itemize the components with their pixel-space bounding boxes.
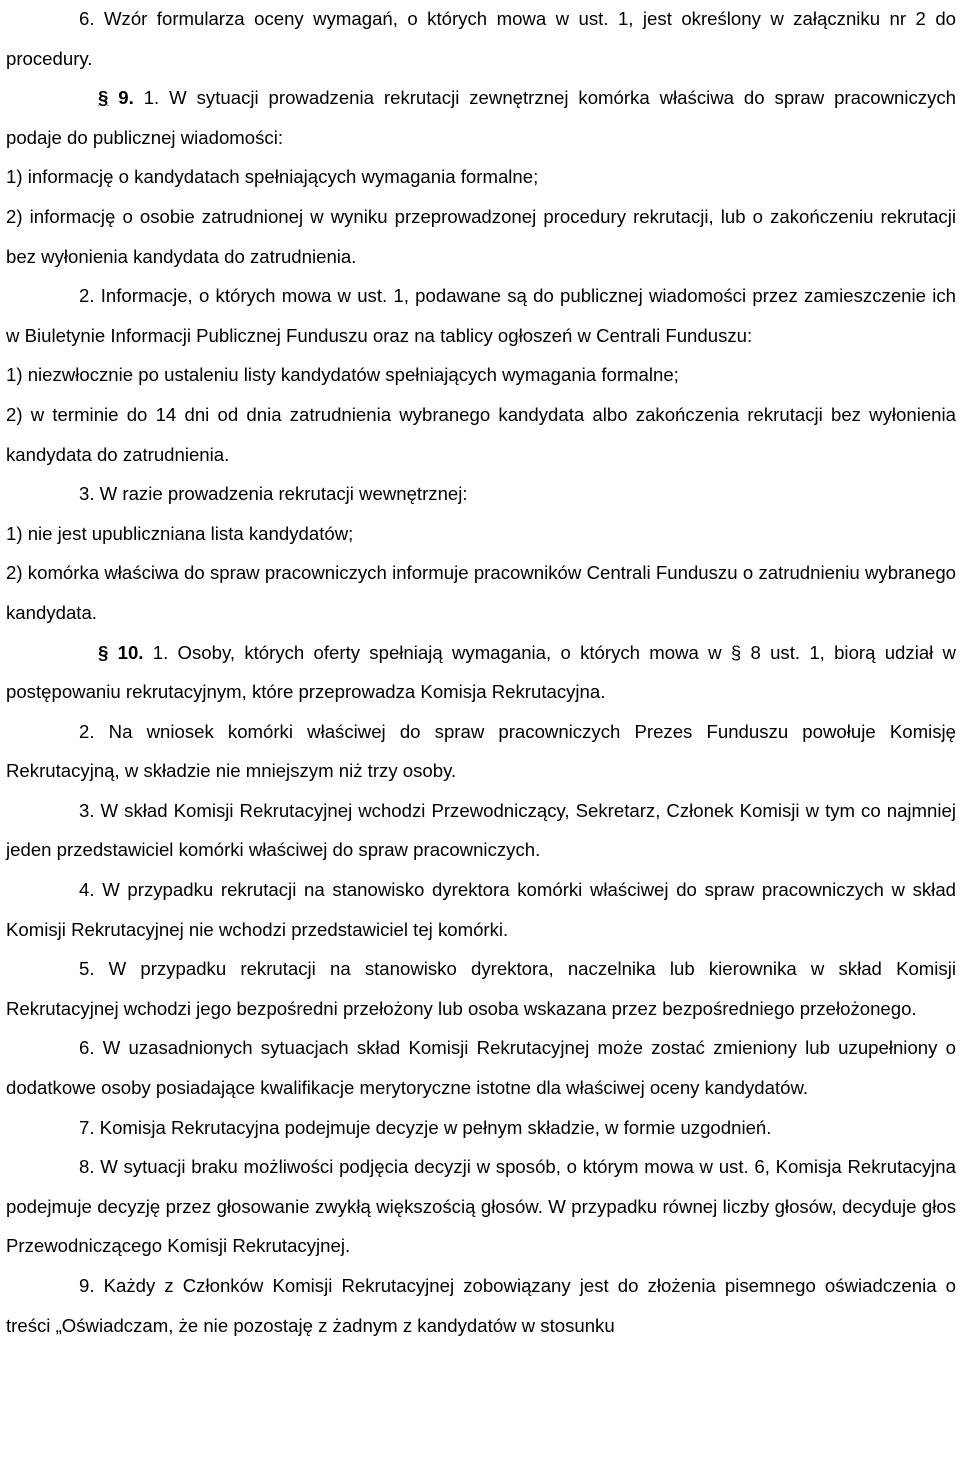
section-9-point-2-1: 1) niezwłocznie po ustaleniu listy kandydatów spełniających wymagania formalne; <box>6 364 679 386</box>
section-10-paragraph-4: 4. W przypadku rekrutacji na stanowisko dyrektora komórki właściwej do spraw pracowniczych w skład Komisji Rekrutacyjnej nie wchodzi przedstawiciel tej komórki. <box>6 879 956 940</box>
section-number: 9. <box>118 87 134 109</box>
section-10-paragraph-1 <box>6 633 956 712</box>
section-9-point-1-2: 2) informację o osobie zatrudnionej w wyniku przeprowadzonej procedury rekrutacji, lub o zakończeniu rekrutacji bez wyłonienia kandydata do zatrudnienia. <box>6 205 956 267</box>
section-9-point-2-2: 2) w terminie do 14 dni od dnia zatrudnienia wybranego kandydata albo zakończenia rekrutacji bez wyłonienia kandydata do zatrudnienia. <box>6 403 956 465</box>
section-10-paragraph-9: 9. Każdy z Członków Komisji Rekrutacyjnej zobowiązany jest do złożenia pisemnego oświadczenia o treści „Oświadczam, że nie pozostaję z żadnym z kandydatów w stosunku <box>6 1275 956 1336</box>
section-sign: § <box>98 641 109 663</box>
section-9-point-3-2: 2) komórka właściwa do spraw pracowniczych informuje pracowników Centrali Funduszu o zatrudnieniu wybranego kandydata. <box>6 562 956 623</box>
section-10-paragraph-2: 2. Na wniosek komórki właściwej do spraw pracowniczych Prezes Funduszu powołuje Komisję Rekrutacyjną, w składzie nie mniejszym niż trzy osoby. <box>6 720 956 782</box>
section-10-paragraph-5: 5. W przypadku rekrutacji na stanowisko dyrektora, naczelnika lub kierownika w skład Komisji Rekrutacyjnej wchodzi jego bezpośredni przełożony lub osoba wskazana przez bezpośredniego przełożonego. <box>6 958 956 1019</box>
section-10-paragraph-7: 7. Komisja Rekrutacyjna podejmuje decyzje w pełnym składzie, w formie uzgodnień. <box>79 1116 772 1138</box>
section-10-paragraph-6: 6. W uzasadnionych sytuacjach skład Komisji Rekrutacyjnej może zostać zmieniony lub uzupełniony o dodatkowe osoby posiadające kwalifikacje merytoryczne istotne dla właściwej oceny kandydatów. <box>6 1037 956 1099</box>
section-9-point-1-1: 1) informację o kandydatach spełniających wymagania formalne; <box>6 166 539 188</box>
section-10-paragraph-3: 3. W skład Komisji Rekrutacyjnej wchodzi Przewodniczący, Sekretarz, Członek Komisji w tym co najmniej jeden przedstawiciel komórki właściwej do spraw pracowniczych. <box>6 799 956 861</box>
section-9-paragraph-3: 3. W razie prowadzenia rekrutacji wewnętrznej: <box>79 483 468 505</box>
section-10-paragraph-8: 8. W sytuacji braku możliwości podjęcia decyzji w sposób, o którym mowa w ust. 6, Komisja Rekrutacyjna podejmuje decyzję przez głosowanie zwykłą większością głosów. W przypadku równej liczby głosów, decyduje głos Przewodniczącego Komisji Rekrutacyjnej. <box>6 1156 956 1257</box>
section-9-point-3-1: 1) nie jest upubliczniana lista kandydatów; <box>6 522 354 544</box>
section-9-paragraph-1-text: 1. W sytuacji prowadzenia rekrutacji zewnętrznej komórka właściwa do spraw pracowniczych podaje do publicznej wiadomości: <box>6 87 957 148</box>
section-sign: § <box>98 87 109 109</box>
section-10-paragraph-1-text: 1. Osoby, których oferty spełniają wymagania, o których mowa w § 8 ust. 1, biorą udział w postępowaniu rekrutacyjnym, które przeprowadza Komisja Rekrutacyjna. <box>6 641 956 703</box>
section-9-paragraph-2: 2. Informacje, o których mowa w ust. 1, podawane są do publicznej wiadomości przez zamieszczenie ich w Biuletynie Informacji Publicznej Funduszu oraz na tablicy ogłoszeń w Centrali Funduszu: <box>6 285 956 346</box>
paragraph-6-form-template: 6. Wzór formularza oceny wymagań, o których mowa w ust. 1, jest określony w załączniku nr 2 do procedury. <box>6 8 956 69</box>
section-9-paragraph-1 <box>6 78 956 157</box>
section-number: 10. <box>117 641 144 663</box>
